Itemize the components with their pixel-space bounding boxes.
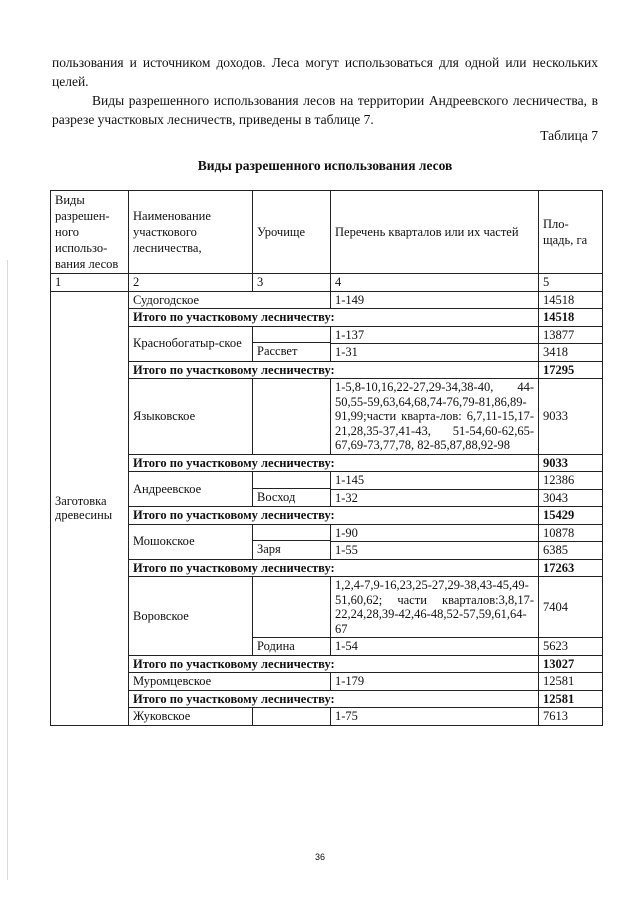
total-row <box>51 655 603 673</box>
forestry-name: Мошокское <box>129 524 253 559</box>
area-value: 3043 <box>539 489 603 507</box>
table-row <box>51 379 603 455</box>
table-row <box>51 291 603 309</box>
quarter-list: 1-75 <box>331 708 539 726</box>
quarter-list: 1-32 <box>331 489 539 507</box>
tract-name: Родина <box>253 638 331 656</box>
total-row <box>51 361 603 379</box>
total-area: 15429 <box>539 507 603 525</box>
table-row <box>51 472 603 490</box>
header-use-type: Виды разрешен-ного использо-вания лесов <box>51 191 129 274</box>
col-number: 3 <box>253 274 331 292</box>
total-area: 13027 <box>539 655 603 673</box>
area-value: 3418 <box>539 344 603 362</box>
permitted-use-table <box>50 190 603 726</box>
table-caption: Виды разрешенного использования лесов <box>197 158 453 173</box>
table-row <box>51 708 603 726</box>
tract-cell <box>253 524 331 559</box>
area-value: 6385 <box>539 542 603 560</box>
area-value: 7404 <box>539 577 603 638</box>
use-type-cell: Заготовка древесины <box>51 291 129 725</box>
col-number: 4 <box>331 274 539 292</box>
table-row <box>51 577 603 638</box>
total-row <box>51 559 603 577</box>
total-row <box>51 454 603 472</box>
col-number: 2 <box>129 274 253 292</box>
tract-cell <box>253 326 331 361</box>
table-row <box>51 673 603 691</box>
total-label: Итого по участковому лесничеству: <box>129 361 539 379</box>
forestry-name: Языковское <box>129 379 253 455</box>
tract-name: Заря <box>253 540 330 557</box>
total-area: 17263 <box>539 559 603 577</box>
quarter-list: 1-54 <box>331 638 539 656</box>
total-label: Итого по участковому лесничеству: <box>129 559 539 577</box>
quarter-list: 1-179 <box>331 673 539 691</box>
header-forestry-name: Наименование участкового лесничества, <box>129 191 253 274</box>
forestry-name: Андреевское <box>129 472 253 507</box>
scan-margin-line <box>7 260 8 880</box>
tract-cell <box>253 708 331 726</box>
paragraph-table-intro: Виды разрешенного использования лесов на территории Андреевского лесничества, в разрезе участковых лесничеств, приведены в таблице 7. <box>52 93 598 127</box>
area-value: 5623 <box>539 638 603 656</box>
forestry-name: Судогодское <box>129 291 331 309</box>
tract-cell <box>253 379 331 455</box>
area-value: 13877 <box>539 326 603 344</box>
total-area: 12581 <box>539 690 603 708</box>
total-area: 9033 <box>539 454 603 472</box>
area-value: 14518 <box>539 291 603 309</box>
quarter-list: 1-145 <box>331 472 539 490</box>
forestry-name: Муромцевское <box>129 673 331 691</box>
area-value: 10878 <box>539 524 603 542</box>
quarter-list: 1-149 <box>331 291 539 309</box>
area-value: 12581 <box>539 673 603 691</box>
total-label: Итого по участковому лесничеству: <box>129 655 539 673</box>
total-label: Итого по участковому лесничеству: <box>129 507 539 525</box>
quarter-list: 1-137 <box>331 326 539 344</box>
tract-cell <box>253 577 331 638</box>
quarter-list: 1-5,8-10,16,22-27,29-34,38-40, 44-50,55-59,63,64,68,74-76,79-81,86,89-91,99;части кварта-лов: 6,7,11-15,17-21,28,35-37,41-43, 51-54,60-62,65-67,69-73,77,78, 82-85,87,88,92-98 <box>331 379 539 455</box>
quarter-list: 1-90 <box>331 524 539 542</box>
total-label: Итого по участковому лесничеству: <box>129 690 539 708</box>
paragraph-continuation: пользования и источником доходов. Леса могут использоваться для одной или нескольких целей. <box>52 55 598 89</box>
total-area: 14518 <box>539 309 603 327</box>
page-number: 36 <box>314 852 325 862</box>
total-label: Итого по участковому лесничеству: <box>129 309 539 327</box>
total-row <box>51 507 603 525</box>
header-area: Пло-щадь, га <box>539 191 603 274</box>
forestry-name: Жуковское <box>129 708 253 726</box>
tract-name: Рассвет <box>253 342 330 359</box>
header-quarter-list: Перечень кварталов или их частей <box>331 191 539 274</box>
tract-name: Восход <box>253 488 330 505</box>
table-row <box>51 326 603 344</box>
table-header-row <box>51 191 603 274</box>
col-number: 5 <box>539 274 603 292</box>
forestry-name: Краснобогатыр-ское <box>129 326 253 361</box>
table-number: Таблица 7 <box>540 128 598 143</box>
table-row <box>51 524 603 542</box>
total-row <box>51 690 603 708</box>
quarter-list: 1-31 <box>331 344 539 362</box>
forestry-name: Воровское <box>129 577 253 656</box>
quarter-list: 1,2,4-7,9-16,23,25-27,29-38,43-45,49-51,60,62; части кварталов:3,8,17-22,24,28,39-42,46-48,52-57,59,61,64-67 <box>331 577 539 638</box>
total-row <box>51 309 603 327</box>
col-number: 1 <box>51 274 129 292</box>
area-value: 9033 <box>539 379 603 455</box>
area-value: 7613 <box>539 708 603 726</box>
column-number-row <box>51 274 603 292</box>
tract-cell <box>253 472 331 507</box>
area-value: 12386 <box>539 472 603 490</box>
total-area: 17295 <box>539 361 603 379</box>
header-tract: Урочище <box>253 191 331 274</box>
total-label: Итого по участковому лесничеству: <box>129 454 539 472</box>
quarter-list: 1-55 <box>331 542 539 560</box>
